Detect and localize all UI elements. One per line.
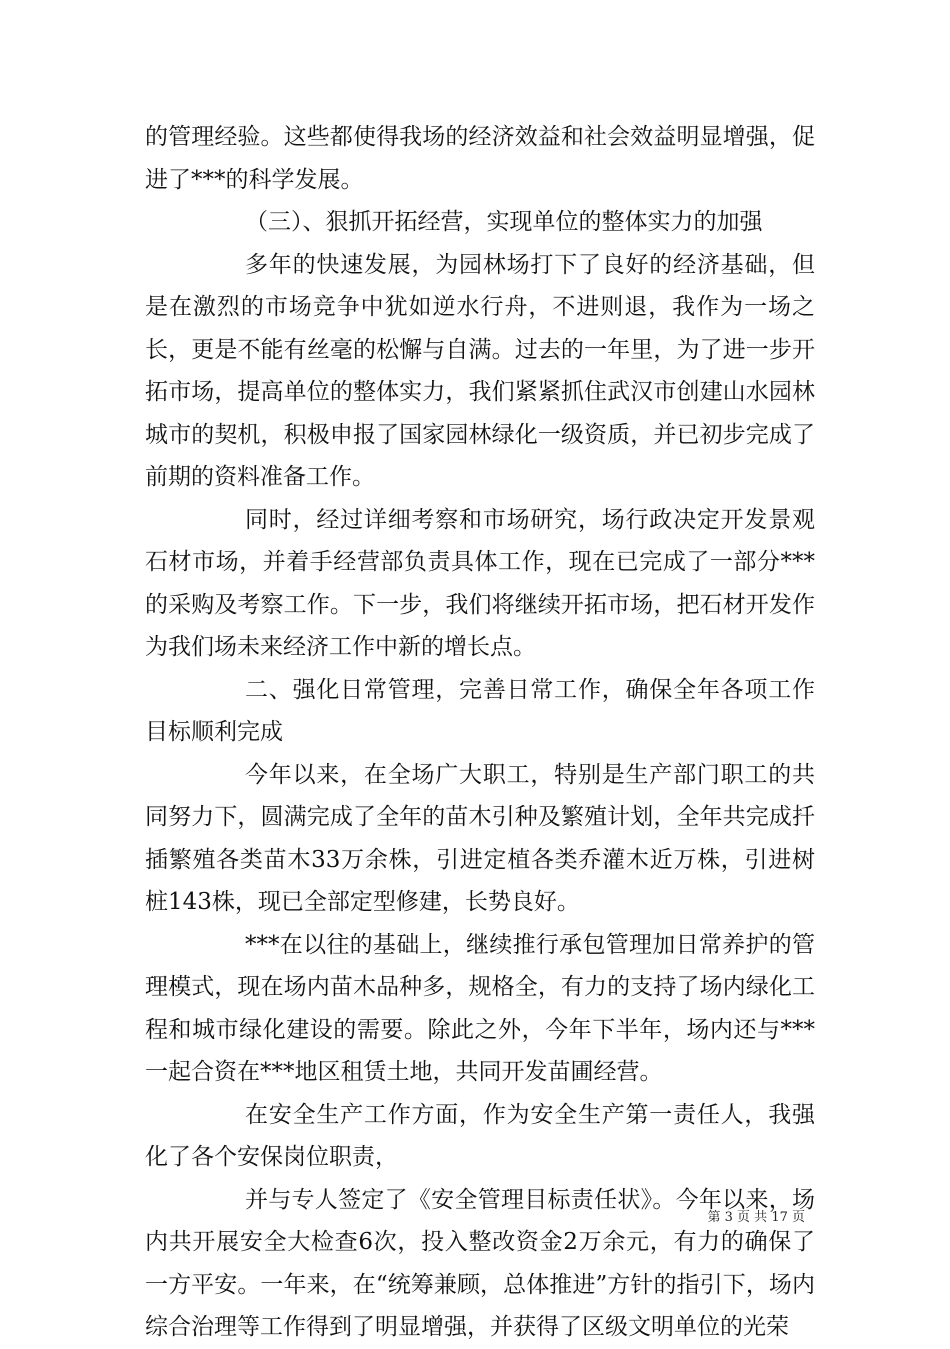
section-heading-2: 二、强化日常管理，完善日常工作，确保全年各项工作目标顺利完成 (145, 676, 815, 745)
paragraph: 并与专人签定了《安全管理目标责任状》。今年以来，场内共开展安全大检查6次，投入整改资金2万余元，有力的确保了一方平安。一年来，在“统筹兼顾，总体推进”方针的指引下，场内综合治理等工作得到了明显增强，并获得了区级文明单位的光荣 (145, 1186, 815, 1340)
paragraph: 今年以来，在全场广大职工，特别是生产部门职工的共同努力下，圆满完成了全年的苗木引种及繁殖计划，全年共完成扦插繁殖各类苗木33万余株，引进定植各类乔灌木近万株，引进树桩143株，现已全部定型修建，长势良好。 (145, 761, 815, 915)
section-heading-3: （三）、狠抓开拓经营，实现单位的整体实力的加强 (245, 209, 763, 235)
paragraph-continuation: 的管理经验。这些都使得我场的经济效益和社会效益明显增强，促进了***的科学发展。 (145, 124, 815, 193)
paragraph: 同时，经过详细考察和市场研究，场行政决定开发景观石材市场，并着手经营部负责具体工作，现在已完成了一部分***的采购及考察工作。下一步，我们将继续开拓市场，把石材开发作为我们场未来经济工作中新的增长点。 (145, 506, 815, 660)
paragraph: 在安全生产工作方面，作为安全生产第一责任人，我强化了各个安保岗位职责， (145, 1101, 815, 1170)
page-number: 第 3 页 共 17 页 (707, 1210, 805, 1225)
paragraph: ***在以往的基础上，继续推行承包管理加日常养护的管理模式，现在场内苗木品种多，规格全，有力的支持了场内绿化工程和城市绿化建设的需要。除此之外，今年下半年，场内还与***一起合资在***地区租赁土地，共同开发苗圃经营。 (145, 931, 815, 1085)
document-body (145, 116, 815, 1349)
paragraph: 多年的快速发展，为园林场打下了良好的经济基础，但是在激烈的市场竞争中犹如逆水行舟，不进则退，我作为一场之长，更是不能有丝毫的松懈与自满。过去的一年里，为了进一步开拓市场，提高单位的整体实力，我们紧紧抓住武汉市创建山水园林城市的契机，积极申报了国家园林绿化一级资质，并已初步完成了前期的资料准备工作。 (145, 251, 815, 490)
